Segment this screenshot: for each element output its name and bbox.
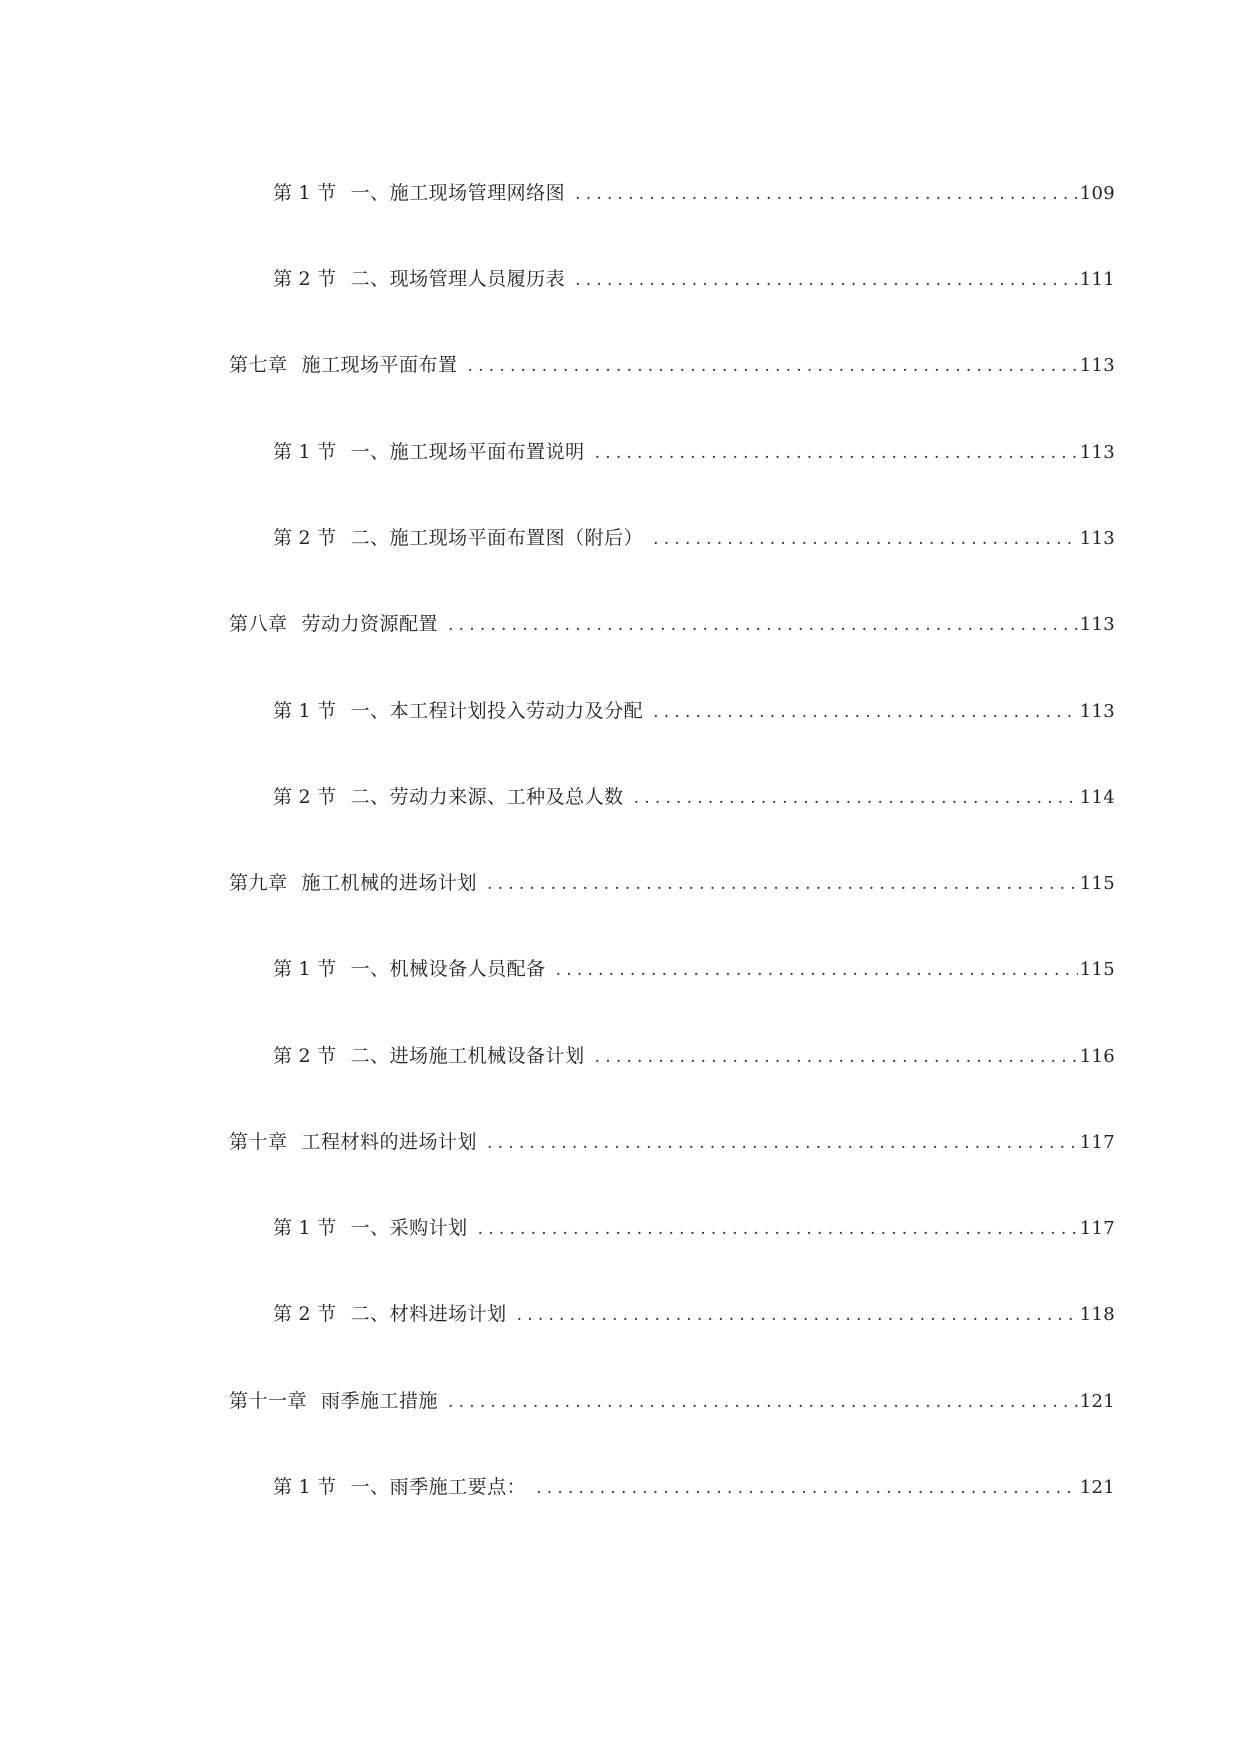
entry-label: 第 1 节 一、施工现场平面布置说明	[273, 441, 585, 463]
toc-entry-section[interactable]	[273, 264, 1115, 294]
entry-label: 第 1 节 一、采购计划	[273, 1217, 468, 1239]
page-number: 113	[1079, 355, 1115, 376]
toc-entry-section[interactable]	[273, 178, 1115, 208]
entry-label: 第 2 节 二、劳动力来源、工种及总人数	[273, 786, 624, 808]
entry-label: 第 1 节 一、雨季施工要点：	[273, 1476, 527, 1498]
entry-label: 第 2 节 二、材料进场计划	[273, 1303, 507, 1325]
dot-leader	[575, 179, 1078, 209]
page-number: 109	[1079, 183, 1115, 204]
dot-leader	[448, 1387, 1078, 1417]
toc-entry-chapter[interactable]	[229, 1127, 1115, 1157]
dot-leader	[653, 524, 1078, 554]
toc-entry-chapter[interactable]	[229, 609, 1115, 639]
entry-label: 第七章 施工现场平面布置	[229, 354, 458, 376]
entry-label: 第 2 节 二、现场管理人员履历表	[273, 268, 566, 290]
entry-label: 第 2 节 二、施工现场平面布置图（附后）	[273, 527, 644, 549]
toc-entry-section[interactable]	[273, 954, 1115, 984]
entry-label: 第十章 工程材料的进场计划	[229, 1131, 478, 1153]
dot-leader	[468, 351, 1078, 381]
page-number: 121	[1079, 1477, 1115, 1498]
toc-entry-section[interactable]	[273, 523, 1115, 553]
entry-label: 第 1 节 一、机械设备人员配备	[273, 958, 546, 980]
entry-label: 第 1 节 一、本工程计划投入劳动力及分配	[273, 700, 644, 722]
toc-entry-section[interactable]	[273, 696, 1115, 726]
dot-leader	[536, 1473, 1078, 1503]
page-number: 118	[1079, 1304, 1115, 1325]
page-number: 117	[1079, 1132, 1115, 1153]
page-number: 113	[1079, 442, 1115, 463]
dot-leader	[478, 1214, 1078, 1244]
toc-entry-chapter[interactable]	[229, 868, 1115, 898]
dot-leader	[653, 697, 1078, 727]
page-number: 116	[1079, 1046, 1115, 1067]
entry-label: 第九章 施工机械的进场计划	[229, 872, 478, 894]
entry-label: 第 1 节 一、施工现场管理网络图	[273, 182, 566, 204]
page-number: 113	[1079, 701, 1115, 722]
page-number: 113	[1079, 528, 1115, 549]
entry-label: 第 2 节 二、进场施工机械设备计划	[273, 1045, 585, 1067]
toc-entry-section[interactable]	[273, 1041, 1115, 1071]
page-number: 113	[1079, 614, 1115, 635]
page-number: 115	[1079, 959, 1115, 980]
toc-entry-chapter[interactable]	[229, 1386, 1115, 1416]
page-number: 114	[1079, 787, 1115, 808]
dot-leader	[595, 1042, 1078, 1072]
dot-leader	[634, 783, 1078, 813]
dot-leader	[517, 1300, 1078, 1330]
toc-entry-section[interactable]	[273, 782, 1115, 812]
toc-entry-section[interactable]	[273, 437, 1115, 467]
toc-entry-section[interactable]	[273, 1299, 1115, 1329]
dot-leader	[595, 438, 1078, 468]
page-number: 117	[1079, 1218, 1115, 1239]
toc-entry-section[interactable]	[273, 1472, 1115, 1502]
toc-entry-chapter[interactable]	[229, 350, 1115, 380]
entry-label: 第八章 劳动力资源配置	[229, 613, 439, 635]
page-number: 121	[1079, 1391, 1115, 1412]
dot-leader	[487, 1128, 1078, 1158]
dot-leader	[487, 869, 1078, 899]
dot-leader	[556, 955, 1078, 985]
entry-label: 第十一章 雨季施工措施	[229, 1390, 439, 1412]
page-number: 111	[1079, 269, 1115, 290]
page-number: 115	[1079, 873, 1115, 894]
toc-entry-section[interactable]	[273, 1213, 1115, 1243]
dot-leader	[575, 265, 1078, 295]
dot-leader	[448, 610, 1078, 640]
